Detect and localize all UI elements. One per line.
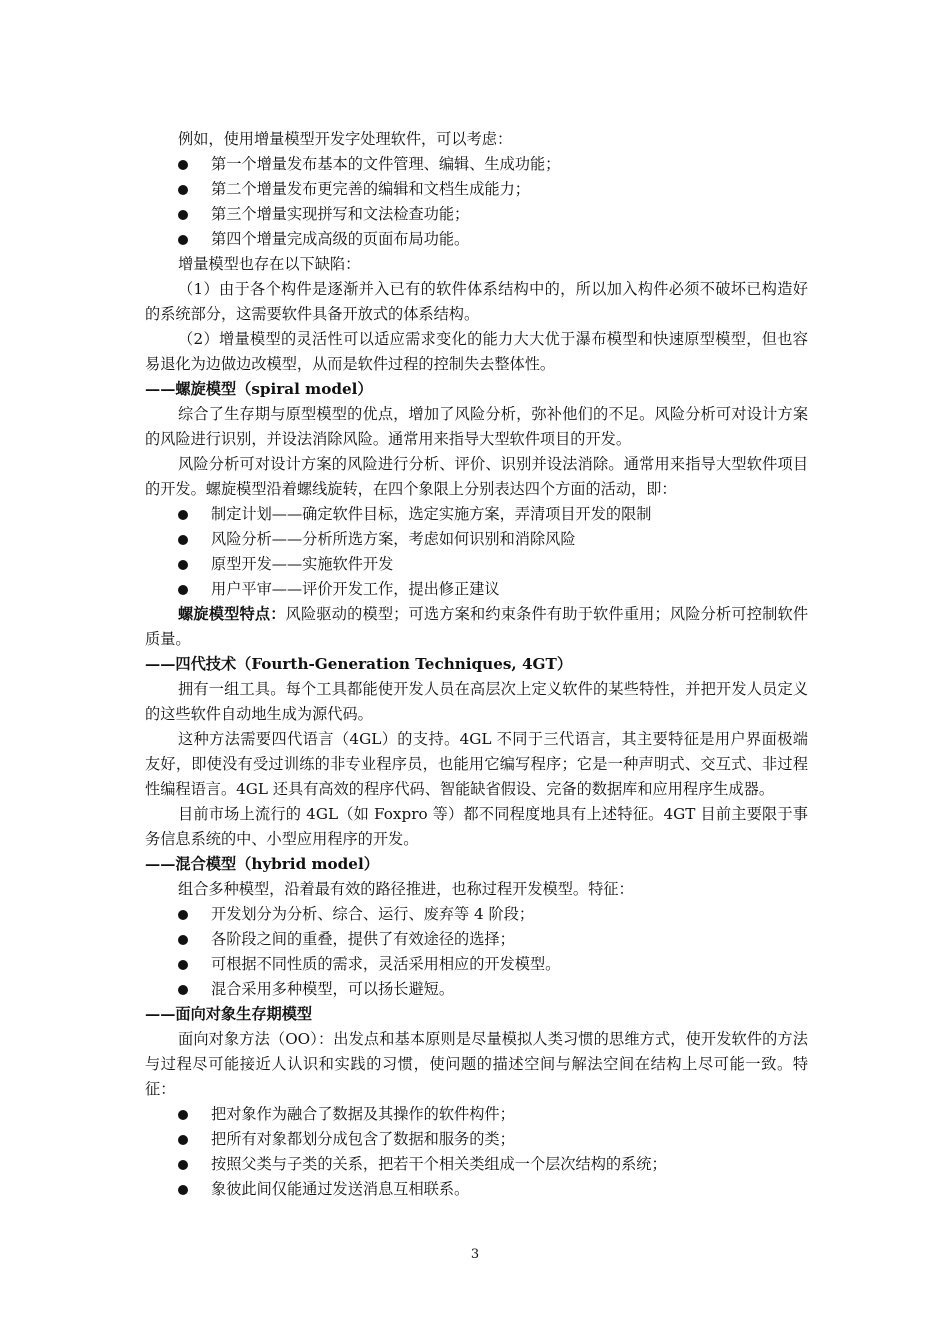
bullet-dot-icon xyxy=(178,535,188,545)
bullet-item xyxy=(145,502,808,527)
paragraph: 组合多种模型，沿着最有效的路径推进，也称过程开发模型。特征： xyxy=(178,880,634,898)
bullet-dot-icon xyxy=(178,185,188,195)
bullet-dot-icon xyxy=(178,235,188,245)
bullet-item xyxy=(145,977,808,1002)
bullet-dot-icon xyxy=(178,1160,188,1170)
section-heading: ——面向对象生存期模型 xyxy=(145,1005,313,1023)
bullet-dot-icon xyxy=(178,210,188,220)
section-heading: ——螺旋模型（spiral model） xyxy=(145,380,373,398)
bullet-text: 原型开发——实施软件开发 xyxy=(211,555,394,573)
bullet-text: 制定计划——确定软件目标，选定实施方案，弄清项目开发的限制 xyxy=(211,505,652,523)
page-number: 3 xyxy=(470,1247,480,1262)
bullet-text: 按照父类与子类的关系，把若干个相关类组成一个层次结构的系统； xyxy=(211,1155,667,1173)
paragraph: 这种方法需要四代语言（4GL）的支持。4GL 不同于三代语言，其主要特征是用户界面极端友好，即使没有受过训练的非专业程序员，也能用它编写程序；它是一种声明式、交互式、非过程性编程语言。4GL 还具有高效的程序代码、智能缺省假设、完备的数据库和应用程序生成器。 xyxy=(145,730,808,798)
bullet-dot-icon xyxy=(178,1185,188,1195)
bullet-text: 可根据不同性质的需求，灵活采用相应的开发模型。 xyxy=(211,955,561,973)
bullet-item xyxy=(145,902,808,927)
bullet-dot-icon xyxy=(178,585,188,595)
bullet-item xyxy=(145,552,808,577)
bullet-item xyxy=(145,952,808,977)
paragraph: 拥有一组工具。每个工具都能使开发人员在高层次上定义软件的某些特性，并把开发人员定义的这些软件自动地生成为源代码。 xyxy=(145,680,808,723)
bullet-item xyxy=(145,527,808,552)
bullet-text: 把对象作为融合了数据及其操作的软件构件； xyxy=(211,1105,515,1123)
bullet-item xyxy=(145,577,808,602)
bullet-text: 风险分析——分析所选方案，考虑如何识别和消除风险 xyxy=(211,530,576,548)
document-body xyxy=(145,127,808,1202)
bullet-text: 象彼此间仅能通过发送消息互相联系。 xyxy=(211,1180,470,1198)
bullet-text: 各阶段之间的重叠，提供了有效途径的选择； xyxy=(211,930,515,948)
bullet-dot-icon xyxy=(178,510,188,520)
bullet-item xyxy=(145,152,808,177)
bullet-text: 把所有对象都划分成包含了数据和服务的类； xyxy=(211,1130,515,1148)
bullet-dot-icon xyxy=(178,910,188,920)
paragraph: 综合了生存期与原型模型的优点，增加了风险分析，弥补他们的不足。风险分析可对设计方案的风险进行识别，并设法消除风险。通常用来指导大型软件项目的开发。 xyxy=(145,405,808,448)
paragraph: 增量模型也存在以下缺陷： xyxy=(178,255,361,273)
section-heading: ——混合模型（hybrid model） xyxy=(145,855,379,873)
bullet-item xyxy=(145,177,808,202)
bullet-item xyxy=(145,202,808,227)
bullet-item xyxy=(145,1177,808,1202)
section-heading: ——四代技术（Fourth-Generation Techniques, 4GT） xyxy=(145,655,573,673)
bullet-text: 第二个增量发布更完善的编辑和文档生成能力； xyxy=(211,180,530,198)
bullet-dot-icon xyxy=(178,1135,188,1145)
paragraph: 目前市场上流行的 4GL（如 Foxpro 等）都不同程度地具有上述特征。4GT 目前主要限于事务信息系统的中、小型应用程序的开发。 xyxy=(145,805,808,848)
bullet-text: 用户平审——评价开发工作，提出修正建议 xyxy=(211,580,500,598)
bullet-dot-icon xyxy=(178,160,188,170)
bullet-text: 混合采用多种模型，可以扬长避短。 xyxy=(211,980,454,998)
bullet-item xyxy=(145,927,808,952)
paragraph xyxy=(145,602,808,652)
bullet-dot-icon xyxy=(178,935,188,945)
paragraph-text: 风险驱动的模型；可选方案和约束条件有助于软件重用；风险分析可控制软件质量。 xyxy=(145,605,809,648)
paragraph: 风险分析可对设计方案的风险进行分析、评价、识别并设法消除。通常用来指导大型软件项目的开发。螺旋模型沿着螺线旋转，在四个象限上分别表达四个方面的活动，即： xyxy=(145,455,808,498)
bullet-text: 第三个增量实现拼写和文法检查功能； xyxy=(211,205,470,223)
paragraph: 面向对象方法（OO）：出发点和基本原则是尽量模拟人类习惯的思维方式，使开发软件的方法与过程尽可能接近人认识和实践的习惯，使问题的描述空间与解法空间在结构上尽可能一致。特征： xyxy=(145,1030,808,1098)
bullet-text: 第一个增量发布基本的文件管理、编辑、生成功能； xyxy=(211,155,561,173)
bullet-dot-icon xyxy=(178,1110,188,1120)
paragraph: 例如，使用增量模型开发字处理软件，可以考虑： xyxy=(178,130,513,148)
bullet-item xyxy=(145,227,808,252)
bullet-dot-icon xyxy=(178,560,188,570)
bullet-item xyxy=(145,1102,808,1127)
bullet-dot-icon xyxy=(178,960,188,970)
bullet-text: 开发划分为分析、综合、运行、废弃等 4 阶段； xyxy=(211,905,535,923)
bold-lead: 螺旋模型特点： xyxy=(178,605,286,623)
bullet-item xyxy=(145,1152,808,1177)
paragraph: （1）由于各个构件是逐渐并入已有的软件体系结构中的，所以加入构件必须不破坏已构造好的系统部分，这需要软件具备开放式的体系结构。 xyxy=(145,280,808,323)
bullet-dot-icon xyxy=(178,985,188,995)
bullet-text: 第四个增量完成高级的页面布局功能。 xyxy=(211,230,470,248)
paragraph: （2）增量模型的灵活性可以适应需求变化的能力大大优于瀑布模型和快速原型模型，但也容易退化为边做边改模型，从而是软件过程的控制失去整体性。 xyxy=(145,330,808,373)
bullet-item xyxy=(145,1127,808,1152)
